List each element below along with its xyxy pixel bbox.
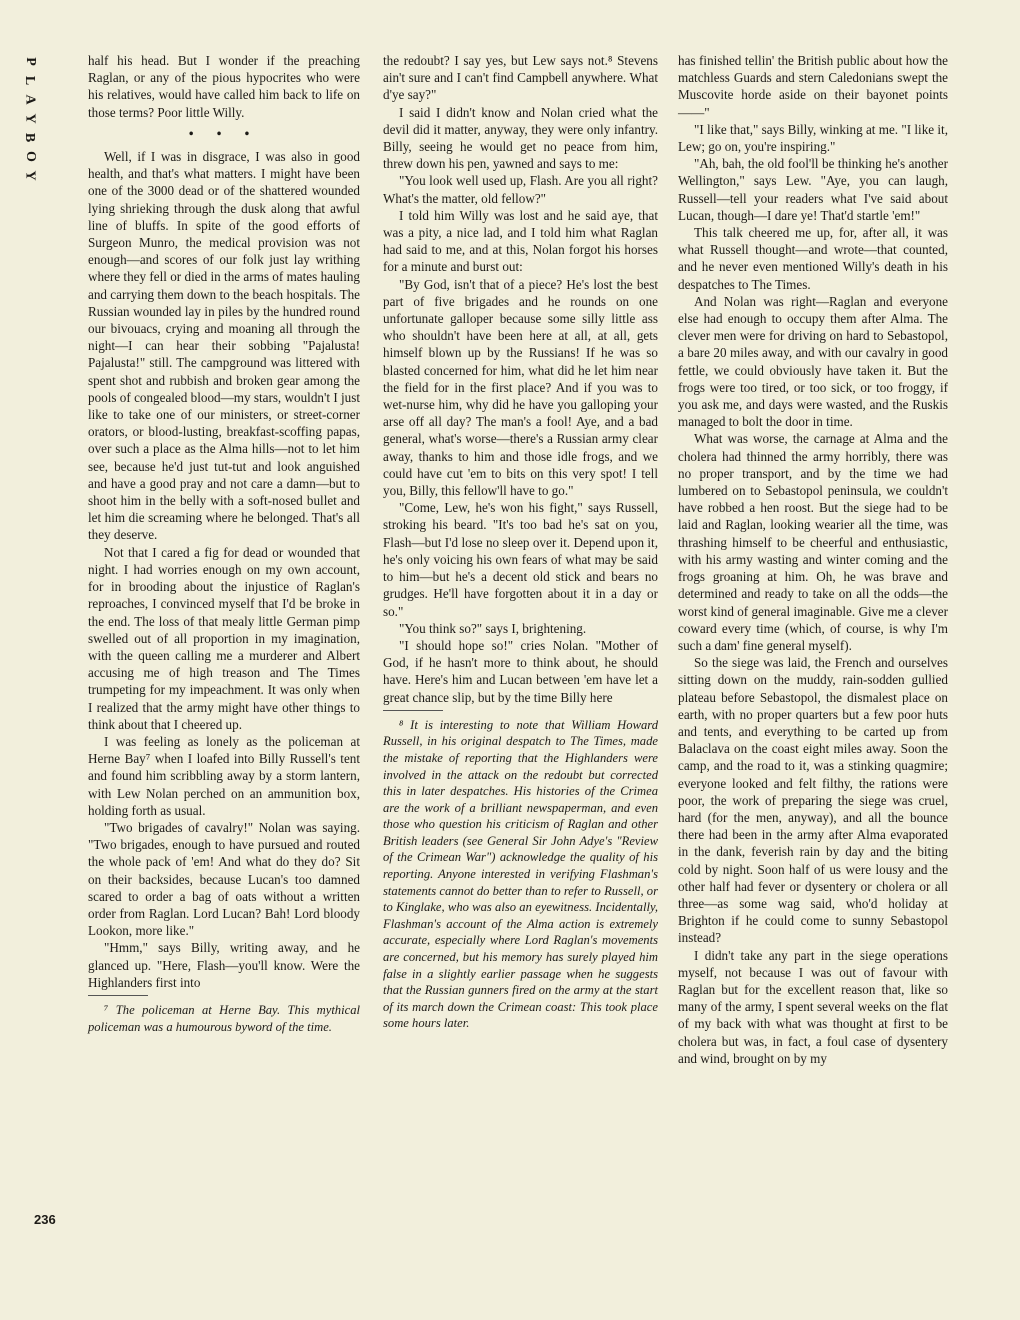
paragraph: "Hmm," says Billy, writing away, and he glanced up. "Here, Flash—you'll know. Were the Highlanders first into: [88, 940, 360, 990]
paragraph: "Ah, bah, the old fool'll be thinking he's another Wellington," says Lew. "Aye, you can laugh, Russell—tell your readers what I've said about Lucan, though—I dare ye! That'd startle 'em!": [678, 156, 948, 223]
paragraph: "I like that," says Billy, winking at me. "I like it, Lew; go on, you're inspiring.": [678, 121, 948, 155]
paragraph: I didn't take any part in the siege operations myself, not because I was out of favour with Raglan but for the excellent reason that, like so many of the army, I spent several weeks on the flat of my back with what was thought at first to be cholera but was, in fact, a foul case of dysentery and wind, brought on by my: [678, 947, 948, 1066]
paragraph: "By God, isn't that of a piece? He's lost the best part of five brigades and he rounds on one unfortunate galloper because some silly little ass who shouldn't have been here at all, at all, gets himself blown up by the Russians! If he was so blasted concerned for him, what did he let him near the field for in the first place? And if you was to wet-nurse him, why did he have you galloping your arse off all day? The man's a fool! Aye, and a bad general, what's worse—there's a Russian army clear away, thanks to him and those idle frogs, and we could have cut 'em to bits on this very spot! I tell you, Billy, this fellow'll have to go.": [383, 276, 658, 499]
column-3: [678, 52, 948, 1067]
footnote-rule: [88, 995, 148, 996]
paragraph: Well, if I was in disgrace, I was also in good health, and that's what matters. I might have been one of the 3000 dead or of the shattered wounded lying shrieking through the dusk along that awful line of bluffs. In spite of the good efforts of Surgeon Munro, the medical provision was not enough—and scores of our folk just lay writhing where they fell or died in the arms of mates hauling and carrying them down to the beach hospitals. The Russian wounded lay in piles by the hundred round our bivouacs, crying and moaning all through the night—I can hear their sobbing "Pajalusta! Pajalusta!" still. The campground was littered with spent shot and rubbish and broken gear among the pools of congealed blood—my stars, wouldn't I just like to take one of our ministers, or street-corner orators, or blood-lusting, breakfast-scoffing papas, over such a place as the Alma hills—not to let him see, because he'd just tut-tut and look anguished and have a good pray and not care a damn—but to shoot him in the belly with a soft-nosed bullet and let him die screaming where he belonged. That's all they deserve.: [88, 149, 360, 543]
paragraph: I said I didn't know and Nolan cried what the devil did it matter, anyway, they were only infantry. Billy, seeing he would get no peace from him, threw down his pen, yawned and says to me:: [383, 104, 658, 172]
footnote-rule: [383, 710, 443, 711]
masthead-letter: A: [22, 94, 38, 105]
masthead-letter: Y: [22, 113, 38, 124]
column-2: [383, 52, 658, 1032]
paragraph: "I should hope so!" cries Nolan. "Mother of God, if he hasn't more to think about, he should have. Here's him and Lucan between 'em have let a great chance slip, but by the time Billy here: [383, 637, 658, 705]
paragraph: I was feeling as lonely as the policeman at Herne Bay⁷ when I loafed into Billy Russell's tent and found him scribbling away by a storm lantern, with Lew Nolan perched on an ammunition box, holding forth as usual.: [88, 733, 360, 818]
playboy-masthead: [18, 52, 42, 185]
paragraph: half his head. But I wonder if the preaching Raglan, or any of the pious hypocrites who were his relatives, would have called him back to life on those terms? Poor little Willy.: [88, 53, 360, 120]
masthead-letter: O: [22, 151, 38, 162]
paragraph: And Nolan was right—Raglan and everyone else had enough to occupy them after Alma. The clever men were for driving on hard to Sebastopol, a bare 20 miles away, and with our cavalry in good fettle, we could obviously have taken it. But the frogs were too tired, or too sick, or too froggy, if you ask me, and days were wasted, and the Ruskis managed to bolt the door in time.: [678, 293, 948, 430]
footnote-7: ⁷ The policeman at Herne Bay. This mythical policeman was a humourous byword of the time.: [88, 1002, 360, 1034]
paragraph: What was worse, the carnage at Alma and the cholera had thinned the army horribly, there was no proper transport, and by the time we had lumbered on to Sebastopol peninsula, we couldn't have robbed a hen roost. But the siege had to be laid and Raglan, looking wearier all the time, was thrashing himself to be cheerful and enthusiastic, with his army wasting and winter coming and the frogs groaning at him. Oh, he was brave and determined and ready to take on all the odds—the worst kind of general imaginable. Give me a clever coward every time (which, of course, is why I'm such a dam' fine general myself).: [678, 431, 948, 653]
paragraph: Not that I cared a fig for dead or wounded that night. I had worries enough on my own account, for in brooding about the injustice of Raglan's reproaches, I convinced myself that I'd be broke in the end. The loss of that mealy little German pimp swelled out of all proportion in my imagination, with the queen calling me a murderer and Albert accusing me of high treason and The Times trumpeting for my impeachment. It was only when I realized that the army might have other things to think about that I cheered up.: [88, 544, 360, 732]
paragraph: the redoubt? I say yes, but Lew says not.⁸ Stevens ain't sure and I can't find Campbell anywhere. What d'ye say?": [383, 53, 658, 103]
page-number: 236: [34, 1212, 56, 1227]
masthead-letter: L: [22, 75, 38, 86]
column-1: [88, 52, 360, 1035]
paragraph: This talk cheered me up, for, after all, it was what Russell thought—and wrote—that counted, and he never even mentioned Willy's death in his despatches to The Times.: [678, 225, 948, 292]
footnote-8: ⁸ It is interesting to note that William Howard Russell, in his original despatch to The Times, made the mistake of reporting that the Highlanders were involved in the attack on the redoubt but corrected this in later despatches. His histories of the Crimea are the work of a brilliant newspaperman, and even those who question his criticism of Raglan and other British leaders (see General Sir John Adye's "Review of the Crimean War") acknowledge the quality of his reporting. Anyone interested in verifying Flashman's statements cannot do better than to refer to Russell, or to Kinglake, who was also an eyewitness. Incidentally, Flashman's account of the Alma action is extremely accurate, especially where Lord Raglan's movements are concerned, but his memory has surely played him false in a slightly earlier passage when he suggests that the Russian gunners fired on the army at the start of its march down the Crimean coast: This took place some hours later.: [383, 717, 658, 1031]
masthead-letter: B: [22, 132, 38, 143]
paragraph: I told him Willy was lost and he said aye, that was a pity, a nice lad, and I told him what Raglan had said to me, and at this, Nolan forgot his horses for a minute and burst out:: [383, 207, 658, 275]
paragraph: "You look well used up, Flash. Are you all right? What's the matter, old fellow?": [383, 173, 658, 206]
paragraph: has finished tellin' the British public about how the matchless Guards and stern Caledonians swept the Muscovite horde aside on their bayonet points——": [678, 53, 948, 120]
paragraph: "Come, Lew, he's won his fight," says Russell, stroking his beard. "It's too bad he's sat on you, Flash—but I'd lose no sleep over it. Depend upon it, he's only voicing his own fears of what may be said to him—but he's a decent old stick and bears no grudges. He'll have forgotten about it in a day or so.": [383, 500, 658, 619]
paragraph: "Two brigades of cavalry!" Nolan was saying. "Two brigades, enough to have pursued and routed the whole pack of 'em! And what do they do? Sit on their backsides, because Lucan's too damned scared to order a bag of oats without a written order from Raglan. Lord Lucan? Bah! Lord bloody Lookon, more like.": [88, 819, 360, 939]
section-break: • • •: [188, 125, 260, 141]
paragraph: So the siege was laid, the French and ourselves sitting down on the muddy, rain-sodden gullied plateau before Sebastopol, the dismalest place on earth, with no proper quarters but a few poor huts and tents, and everything to be carted up from Balaclava on the coast eight miles away. Soon the camp, and the road to it, was a stinking quagmire; everyone looked and felt filthy, the rations were poor, the work of preparing the siege was cruel, hard (for the men, anyway), and all the bounce there had been in the army after Alma evaporated in the dank, feverish rain by day and the biting cold by night. Soon half of us were lousy and the other half had fever or dysentery or cholera or all three—as some wag said, who'd holiday at Brighton if he could come to sunny Sebastopol instead?: [678, 655, 948, 946]
masthead-letter: P: [22, 57, 38, 66]
paragraph: "You think so?" says I, brightening.: [399, 620, 587, 636]
masthead-letter: Y: [22, 170, 38, 181]
